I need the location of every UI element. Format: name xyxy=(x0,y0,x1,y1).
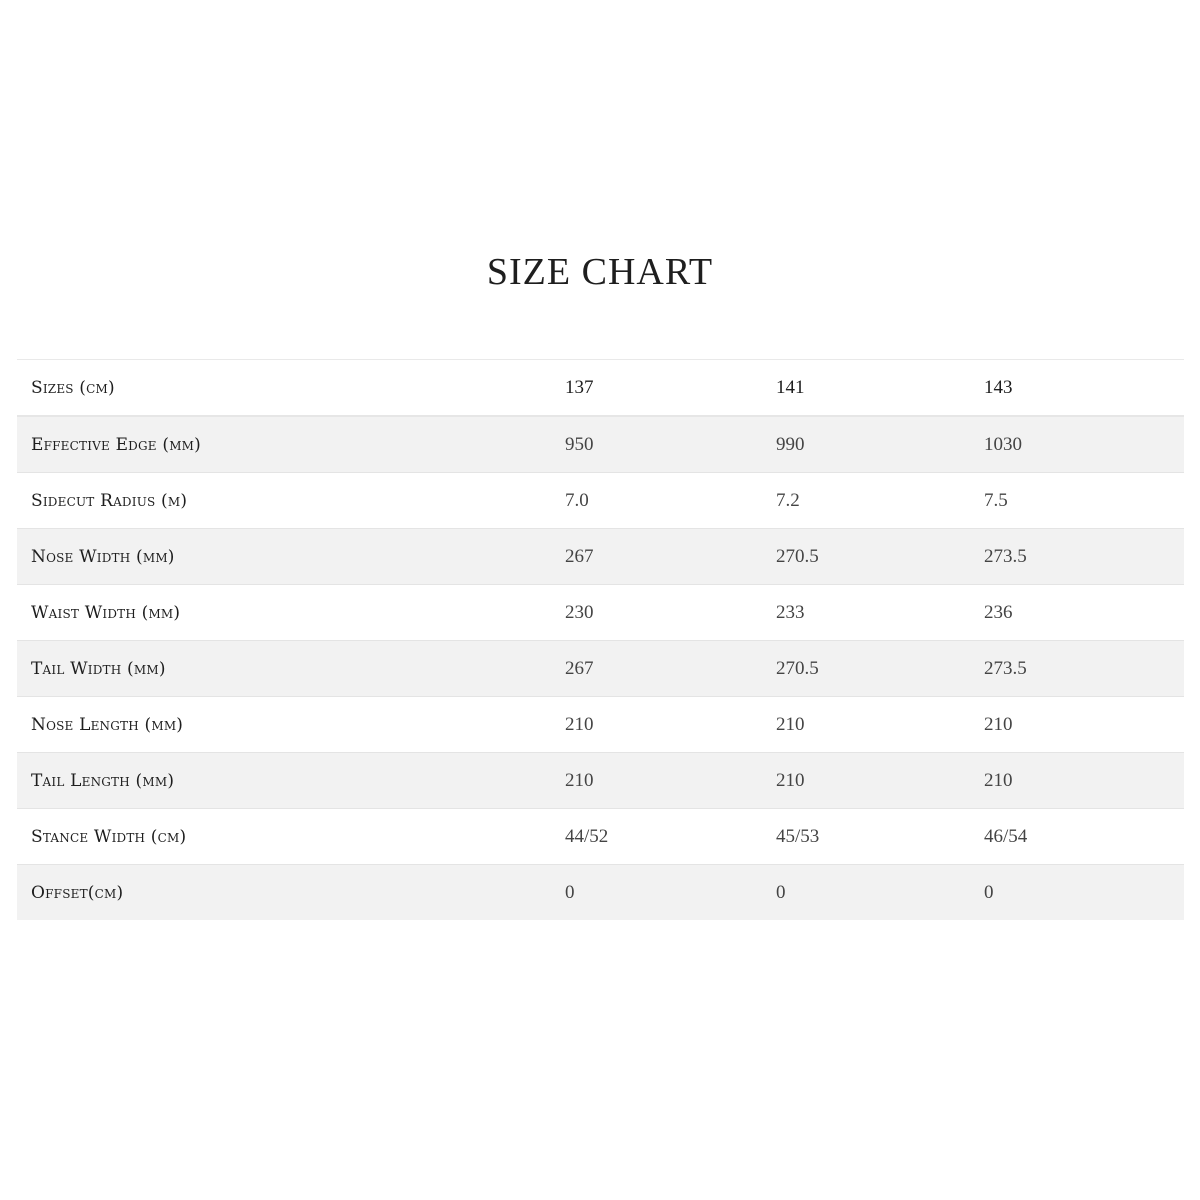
table-row-nose-length xyxy=(17,697,1184,753)
row-label: Effective Edge (mm) xyxy=(31,434,201,455)
table-row-offset xyxy=(17,865,1184,921)
table-row-tail-width xyxy=(17,641,1184,697)
row-label: Tail Width (mm) xyxy=(31,658,166,679)
header-size-2: 141 xyxy=(776,376,805,398)
row-label: Stance Width (cm) xyxy=(31,826,187,847)
cell-value: 950 xyxy=(565,433,594,455)
header-size-3: 143 xyxy=(984,376,1013,398)
cell-value: 236 xyxy=(984,601,1013,623)
cell-value: 210 xyxy=(776,713,805,735)
cell-value: 7.5 xyxy=(984,489,1008,511)
table-row-waist-width xyxy=(17,585,1184,641)
row-label: Offset(cm) xyxy=(31,882,124,903)
cell-value: 210 xyxy=(776,769,805,791)
cell-value: 270.5 xyxy=(776,545,819,567)
row-label: Waist Width (mm) xyxy=(31,602,181,623)
cell-value: 230 xyxy=(565,601,594,623)
cell-value: 1030 xyxy=(984,433,1022,455)
table-header-row xyxy=(17,360,1184,417)
size-chart-table xyxy=(17,359,1184,920)
row-label: Sidecut Radius (m) xyxy=(31,490,188,511)
row-label: Nose Width (mm) xyxy=(31,546,175,567)
table-row-nose-width xyxy=(17,529,1184,585)
cell-value: 44/52 xyxy=(565,825,609,847)
cell-value: 45/53 xyxy=(776,825,820,847)
cell-value: 273.5 xyxy=(984,657,1027,679)
cell-value: 46/54 xyxy=(984,825,1028,847)
cell-value: 270.5 xyxy=(776,657,819,679)
cell-value: 0 xyxy=(776,881,786,903)
table-row-tail-length xyxy=(17,753,1184,809)
cell-value: 7.2 xyxy=(776,489,800,511)
cell-value: 267 xyxy=(565,657,594,679)
cell-value: 210 xyxy=(984,713,1013,735)
table-row-sidecut-radius xyxy=(17,473,1184,529)
header-label: Sizes (cm) xyxy=(31,377,115,398)
cell-value: 273.5 xyxy=(984,545,1027,567)
header-size-1: 137 xyxy=(565,376,594,398)
row-label: Nose Length (mm) xyxy=(31,714,184,735)
row-label: Tail Length (mm) xyxy=(31,770,175,791)
cell-value: 990 xyxy=(776,433,805,455)
cell-value: 267 xyxy=(565,545,594,567)
table-row-effective-edge xyxy=(17,416,1184,473)
cell-value: 210 xyxy=(565,769,594,791)
page-title: SIZE CHART xyxy=(486,251,714,293)
table-row-stance-width xyxy=(17,809,1184,865)
cell-value: 210 xyxy=(984,769,1013,791)
cell-value: 210 xyxy=(565,713,594,735)
cell-value: 0 xyxy=(565,881,575,903)
cell-value: 233 xyxy=(776,601,805,623)
cell-value: 0 xyxy=(984,881,994,903)
cell-value: 7.0 xyxy=(565,489,589,511)
